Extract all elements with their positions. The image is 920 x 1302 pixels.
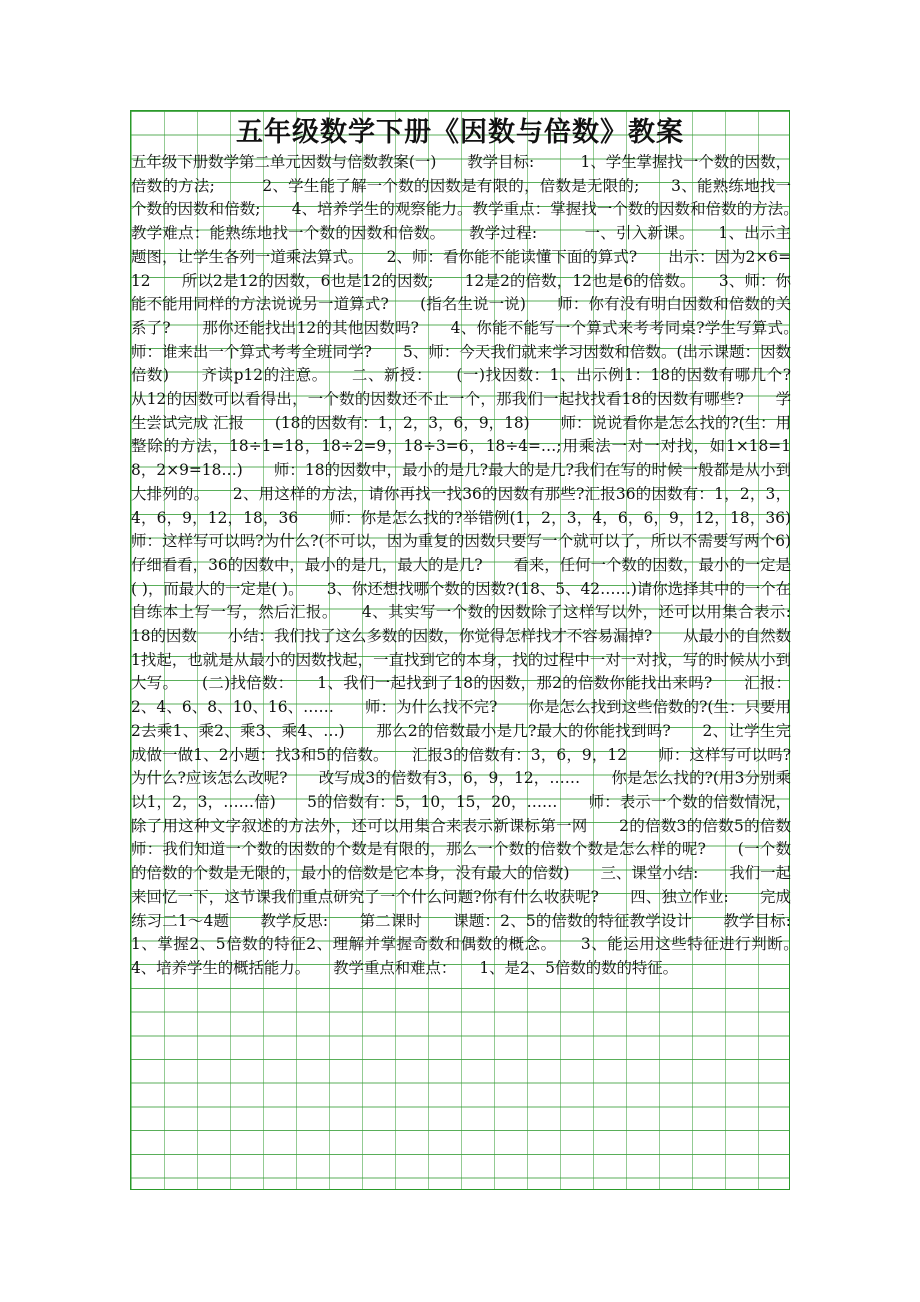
document-body: 五年级下册数学第二单元因数与倍数教案(一) 教学目标: 1、学生掌握找一个数的因数，倍数的方法; 2、学生能了解一个数的因数是有限的，倍数是无限的; 3、能熟练地找一个数的因数和倍数; 4、培养学生的观察能力。教学重点：掌握找一个数的因数和倍数的方法。 教学难点：能熟练地找一个数的因数和倍数。 教学过程: 一、引入新课。 1、出示主题图，让学生各列一道乘法算式。 2、师：看你能不能读懂下面的算式? 出示：因为2×6=12 所以2是12的因数，6也是12的因数; 12是2的倍数，12也是6的倍数。 3、师：你能不能用同样的方法说说另一道算式? (指名生说一说) 师：你有没有明白因数和倍数的关系了? 那你还能找出12的其他因数吗? 4、你能不能写一个算式来考考同桌?学生写算式。 师：谁来出一个算式考考全班同学? 5、师：今天我们就来学习因数和倍数。(出示课题：因数 倍数) 齐读p12的注意。 二、新授： (一)找因数：1、出示例1：18的因数有哪几个? 从12的因数可以看得出，一个数的因数还不止一个，那我们一起找找看18的因数有哪些? 学生尝试完成 汇报 (18的因数有：1，2，3，6，9，18) 师：说说看你是怎么找的?(生：用整除的方法，18÷1=18，18÷2=9，18÷3=6，18÷4=…;用乘法一对一对找，如1×18=18，2×9=18…) 师：18的因数中，最小的是几?最大的是几?我们在写的时候一般都是从小到大排列的。 2、用这样的方法，请你再找一找36的因数有那些?汇报36的因数有：1，2，3，4，6，9，12，18，36 师：你是怎么找的?举错例(1，2，3，4，6，6，9，12，18，36) 师：这样写可以吗?为什么?(不可以，因为重复的因数只要写一个就可以了，所以不需要写两个6) 仔细看看，36的因数中，最小的是几，最大的是几? 看来，任何一个数的因数，最小的一定是( )，而最大的一定是( )。 3、你还想找哪个数的因数?(18、5、42……)请你选择其中的一个在自练本上写一写，然后汇报。 4、其实写一个数的因数除了这样写以外，还可以用集合表示: 18的因数 小结：我们找了这么多数的因数，你觉得怎样找才不容易漏掉? 从最小的自然数1找起，也就是从最小的因数找起，一直找到它的本身，找的过程中一对一对找，写的时候从小到大写。 (二)找倍数： 1、我们一起找到了18的因数，那2的倍数你能找出来吗? 汇报：2、4、6、8、10、16、…… 师：为什么找不完? 你是怎么找到这些倍数的?(生：只要用2去乘1、乘2、乘3、乘4、…) 那么2的倍数最小是几?最大的你能找到吗? 2、让学生完成做一做1、2小题：找3和5的倍数。 汇报3的倍数有：3，6，9，12 师：这样写可以吗?为什么?应该怎么改呢? 改写成3的倍数有3，6，9，12，…… 你是怎么找的?(用3分别乘以1，2，3，……倍) 5的倍数有：5，10，15，20，…… 师：表示一个数的倍数情况，除了用这种文字叙述的方法外，还可以用集合来表示新课标第一网 2的倍数3的倍数5的倍数 师：我们知道一个数的因数的个数是有限的，那么一个数的倍数个数是怎么样的呢? (一个数的倍数的个数是无限的，最小的倍数是它本身，没有最大的倍数) 三、课堂小结: 我们一起来回忆一下，这节课我们重点研究了一个什么问题?你有什么收获呢? 四、独立作业: 完成练习二1～4题 教学反思: 第二课时 课题：2、5的倍数的特征教学设计 教学目标: 1、掌握2、5倍数的特征2、理解并掌握奇数和偶数的概念。 3、能运用这些特征进行判断。 4、培养学生的概括能力。 教学重点和难点： 1、是2、5倍数的数的特征。 xyxy=(131,153,822,977)
document-title: 五年级数学下册《因数与倍数》教案 xyxy=(236,117,684,148)
